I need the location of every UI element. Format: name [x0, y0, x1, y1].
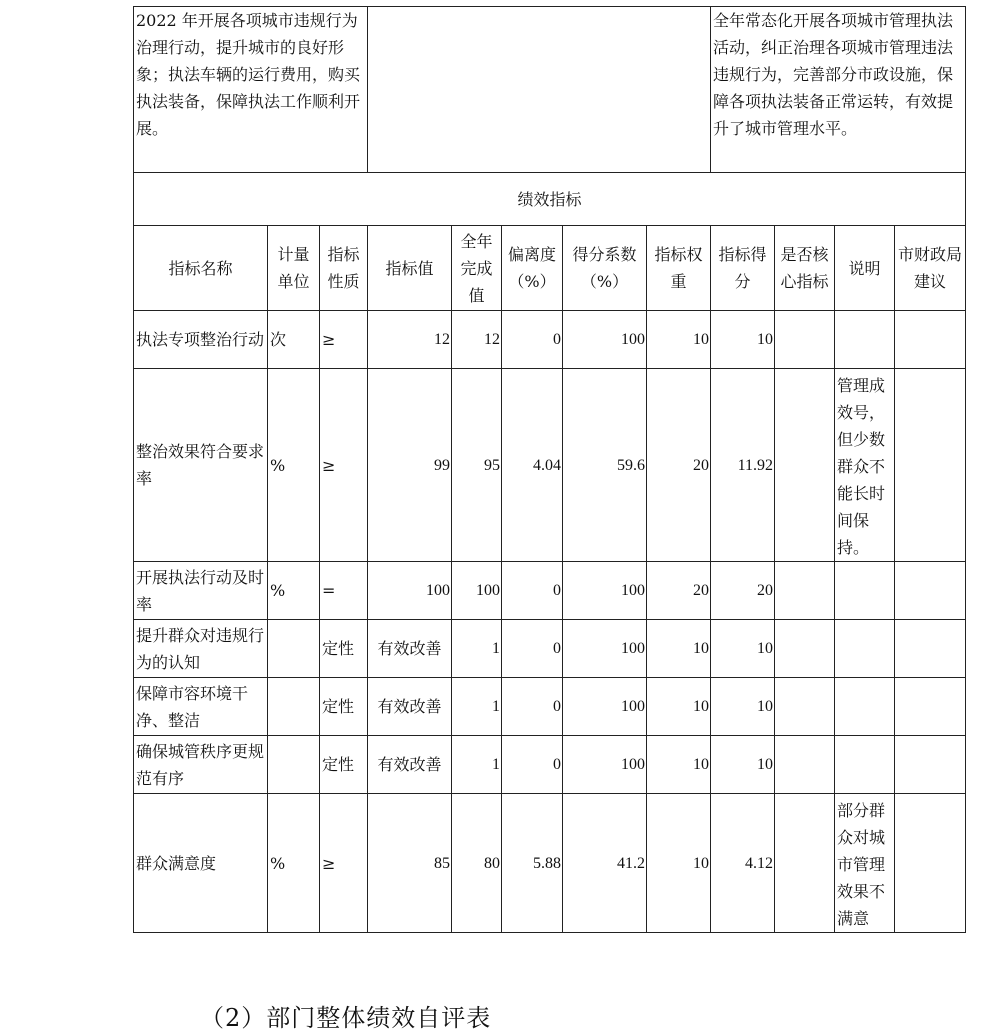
coefficient-value: 100: [563, 620, 647, 678]
header-cell: 指标权重: [647, 226, 711, 311]
unit-cell: %: [268, 562, 320, 620]
nature-cell: 定性: [320, 620, 368, 678]
score-value: 10: [711, 620, 775, 678]
advice-cell: [895, 369, 966, 562]
deviation-value: 5.88: [502, 794, 563, 933]
nature-cell: 定性: [320, 736, 368, 794]
score-value: 10: [711, 678, 775, 736]
deviation-value: 0: [502, 678, 563, 736]
actual-completion-text: 全年常态化开展各项城市管理执法活动，纠正治理各项城市管理违法违规行为，完善部分市政设施，保障各项执法装备正常运转，有效提升了城市管理水平。: [711, 7, 966, 173]
actual-value: 80: [452, 794, 502, 933]
nature-cell: ≥: [320, 369, 368, 562]
core-cell: [775, 311, 835, 369]
score-value: 20: [711, 562, 775, 620]
indicator-name: 整治效果符合要求率: [134, 369, 268, 562]
table-row: [134, 620, 966, 678]
target-value: 有效改善: [368, 620, 452, 678]
table-row: [134, 678, 966, 736]
target-value: 99: [368, 369, 452, 562]
header-cell: 市财政局建议: [895, 226, 966, 311]
table-row: [134, 369, 966, 562]
header-cell: 是否核心指标: [775, 226, 835, 311]
actual-value: 1: [452, 678, 502, 736]
nature-cell: =: [320, 562, 368, 620]
target-value: 12: [368, 311, 452, 369]
core-cell: [775, 562, 835, 620]
header-cell: 偏离度（%）: [502, 226, 563, 311]
coefficient-value: 100: [563, 562, 647, 620]
header-cell: 指标性质: [320, 226, 368, 311]
header-cell: 指标得分: [711, 226, 775, 311]
annual-goal-text: 2022 年开展各项城市违规行为治理行动，提升城市的良好形象；执法车辆的运行费用，购买执法装备，保障执法工作顺利开展。: [134, 7, 368, 173]
header-row: [134, 226, 966, 311]
note-cell: 部分群众对城市管理效果不满意: [835, 794, 895, 933]
unit-cell: %: [268, 794, 320, 933]
section-heading: （2）部门整体绩效自评表: [200, 1004, 492, 1032]
unit-cell: 次: [268, 311, 320, 369]
header-cell: 指标值: [368, 226, 452, 311]
note-cell: [835, 620, 895, 678]
header-cell: 得分系数（%）: [563, 226, 647, 311]
coefficient-value: 100: [563, 736, 647, 794]
note-cell: [835, 678, 895, 736]
score-value: 11.92: [711, 369, 775, 562]
header-cell: 全年完成值: [452, 226, 502, 311]
actual-value: 1: [452, 736, 502, 794]
weight-value: 20: [647, 562, 711, 620]
indicator-name: 保障市容环境干净、整洁: [134, 678, 268, 736]
actual-value: 1: [452, 620, 502, 678]
summary-row: [134, 7, 966, 173]
note-cell: [835, 736, 895, 794]
table-row: [134, 794, 966, 933]
advice-cell: [895, 311, 966, 369]
header-cell: 计量单位: [268, 226, 320, 311]
weight-value: 10: [647, 620, 711, 678]
table-row: [134, 311, 966, 369]
header-cell: 指标名称: [134, 226, 268, 311]
deviation-value: 0: [502, 620, 563, 678]
unit-cell: [268, 736, 320, 794]
performance-table: [133, 6, 966, 933]
advice-cell: [895, 736, 966, 794]
target-value: 有效改善: [368, 736, 452, 794]
indicator-name: 提升群众对违规行为的认知: [134, 620, 268, 678]
actual-value: 100: [452, 562, 502, 620]
summary-middle-cell: [368, 7, 711, 173]
deviation-value: 4.04: [502, 369, 563, 562]
advice-cell: [895, 620, 966, 678]
indicator-name: 群众满意度: [134, 794, 268, 933]
actual-value: 95: [452, 369, 502, 562]
coefficient-value: 41.2: [563, 794, 647, 933]
core-cell: [775, 620, 835, 678]
actual-value: 12: [452, 311, 502, 369]
weight-value: 10: [647, 736, 711, 794]
header-cell: 说明: [835, 226, 895, 311]
unit-cell: [268, 678, 320, 736]
nature-cell: ≥: [320, 794, 368, 933]
unit-cell: [268, 620, 320, 678]
note-cell: [835, 311, 895, 369]
indicator-name: 开展执法行动及时率: [134, 562, 268, 620]
score-value: 4.12: [711, 794, 775, 933]
indicator-name: 执法专项整治行动: [134, 311, 268, 369]
deviation-value: 0: [502, 311, 563, 369]
indicator-name: 确保城管秩序更规范有序: [134, 736, 268, 794]
nature-cell: ≥: [320, 311, 368, 369]
core-cell: [775, 678, 835, 736]
core-cell: [775, 369, 835, 562]
deviation-value: 0: [502, 736, 563, 794]
target-value: 100: [368, 562, 452, 620]
section-title: 绩效指标: [134, 173, 966, 226]
advice-cell: [895, 794, 966, 933]
core-cell: [775, 736, 835, 794]
weight-value: 10: [647, 794, 711, 933]
section-title-row: [134, 173, 966, 226]
table-row: [134, 736, 966, 794]
target-value: 有效改善: [368, 678, 452, 736]
advice-cell: [895, 678, 966, 736]
unit-cell: %: [268, 369, 320, 562]
coefficient-value: 59.6: [563, 369, 647, 562]
note-cell: 管理成效号，但少数群众不能长时间保持。: [835, 369, 895, 562]
coefficient-value: 100: [563, 311, 647, 369]
score-value: 10: [711, 736, 775, 794]
score-value: 10: [711, 311, 775, 369]
note-cell: [835, 562, 895, 620]
weight-value: 20: [647, 369, 711, 562]
weight-value: 10: [647, 311, 711, 369]
coefficient-value: 100: [563, 678, 647, 736]
table-row: [134, 562, 966, 620]
core-cell: [775, 794, 835, 933]
target-value: 85: [368, 794, 452, 933]
weight-value: 10: [647, 678, 711, 736]
deviation-value: 0: [502, 562, 563, 620]
nature-cell: 定性: [320, 678, 368, 736]
advice-cell: [895, 562, 966, 620]
